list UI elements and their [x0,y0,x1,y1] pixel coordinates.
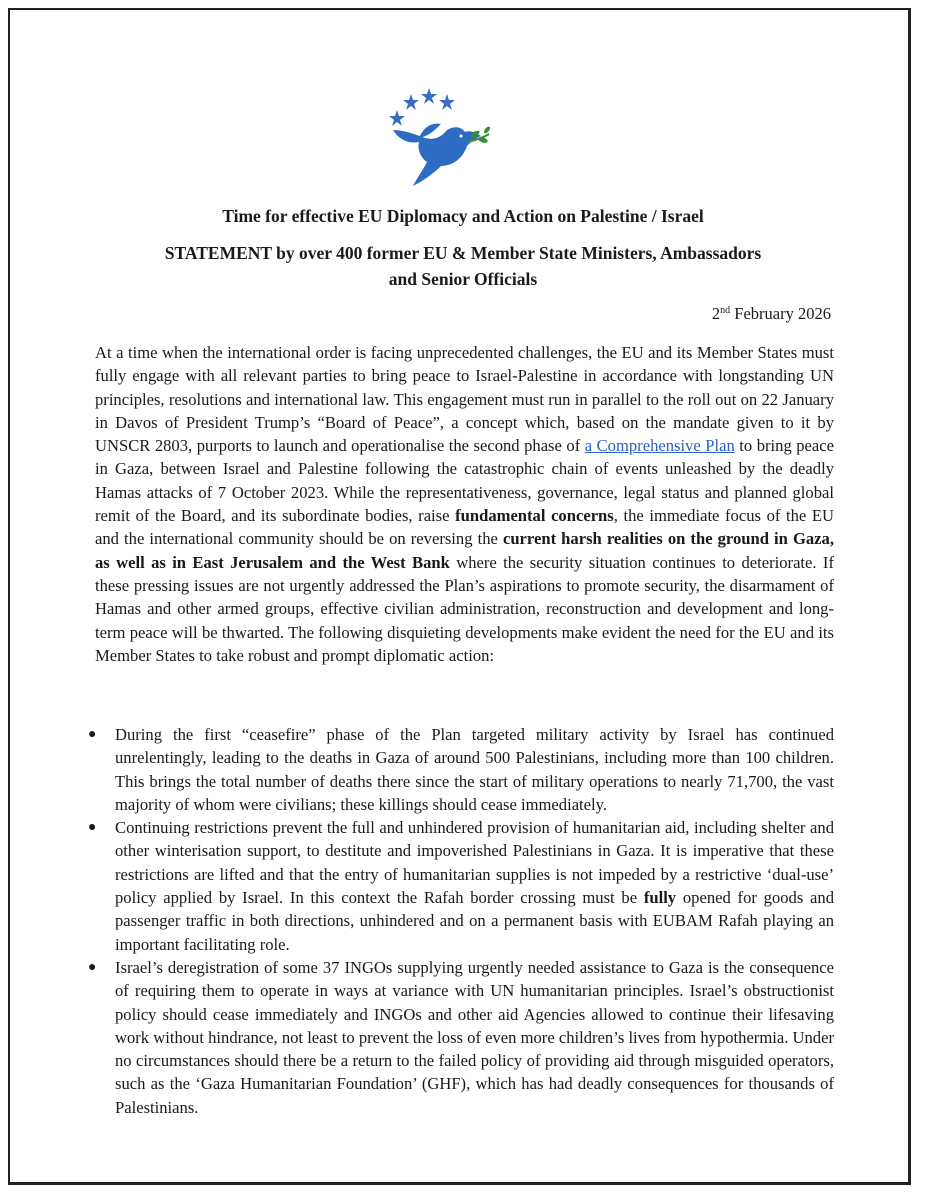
document-subtitle-line1: STATEMENT by over 400 former EU & Member State Ministers, Ambassadors [164,243,762,263]
bullet-icon: ● [88,959,97,975]
list-item: ● Israel’s deregistration of some 37 INGOs supplying urgently needed assistance to Gaza is the consequence of requiring them to operate in ways at variance with UN humanitarian principles. Israel’s obstructionist policy should cease immediately and INGOs and other aid Agencies allowed to continue their lifesaving work without hindrance, not least to prevent the loss of even more children’s lives from hypothermia. Under no circumstances should there be a return to the failed policy of providing aid through misguided operators, such as the ‘Gaza Humanitarian Foundation’ (GHF), which has had deadly consequences for thousands of Palestinians. [88,957,834,1117]
bullet-icon: ● [88,820,97,836]
document-title: Time for effective EU Diplomacy and Action on Palestine / Israel [222,206,704,226]
document-date: 2nd February 2026 [711,304,831,323]
comprehensive-plan-link[interactable]: a Comprehensive Plan [584,436,735,456]
list-item: ● During the first “ceasefire” phase of the Plan targeted military activity by Israel has continued unrelentingly, leading to the deaths in Gaza of around 500 Palestinians, including more than 100 children. This brings the total number of deaths there since the start of military operations to nearly 71,700, the vast majority of whom were civilians; these killings should cease immediately. [88,725,834,814]
bullet-icon: ● [88,727,97,742]
list-item: ● Continuing restrictions prevent the full and unhindered provision of humanitarian aid, including shelter and other winterisation support, to destitute and impoverished Palestinians in Gaza. It is imperative that these restrictions are lifted and that the entry of humanitarian supplies is not impeded by a restrictive ‘dual-use’ policy applied by Israel. In this context the Rafah border crossing must be fully opened for goods and passenger traffic in both directions, unhindered and on a permanent basis with EUBAM Rafah playing an important facilitating role. [88,818,835,954]
bullet-list [84,723,834,1119]
intro-paragraph: At a time when the international order is facing unprecedented challenges, the EU and its Member States must fully engage with all relevant parties to bring peace to Israel-Palestine in accordance with longstanding UN principles, resolutions and international law. This engagement must run in parallel to the roll out on 22 January in Davos of President Trump’s “Board of Peace”, a concept which, based on the mandate given to it by UNSCR 2803, purports to launch and operationalise the second phase of a Comprehensive Plan to bring peace in Gaza, between Israel and Palestine following the catastrophic chain of events unleashed by the deadly Hamas attacks of 7 October 2023. While the representativeness, governance, legal status and planned global remit of the Board, and its subordinate bodies, raise fundamental concerns, the immediate focus of the EU and the international community should be on reversing the current harsh realities on the ground in Gaza, as well as in East Jerusalem and the West Bank where the security situation continues to deteriorate. If these pressing issues are not urgently addressed the Plan’s aspirations to promote security, the disarmament of Hamas and other armed groups, effective civilian administration, reconstruction and development and long-term peace will be thwarted. The following disquieting developments make evident the need for the EU and its Member States to take robust and prompt diplomatic action: [95,343,835,665]
document-subtitle-line2: and Senior Officials [388,269,538,289]
dove-logo-icon [383,82,493,192]
